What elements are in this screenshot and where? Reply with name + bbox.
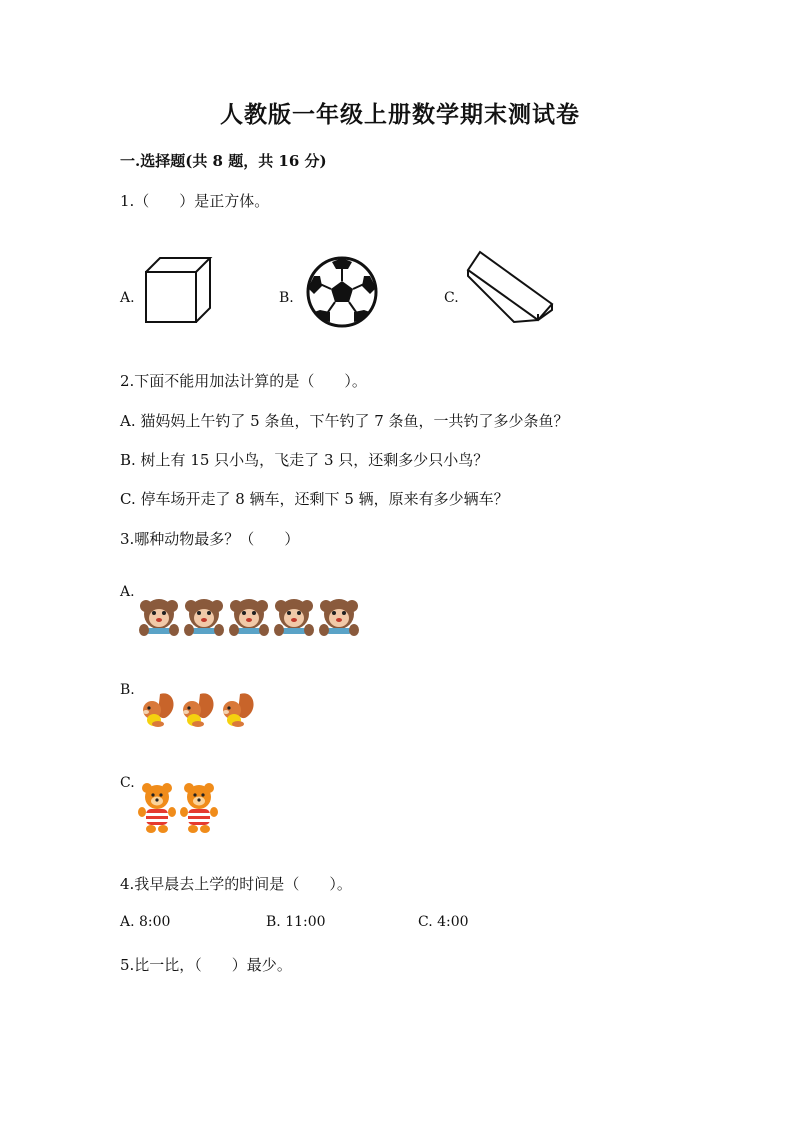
q4-option-b: B. 11:00 bbox=[266, 914, 326, 930]
q1-option-a-label: A. bbox=[120, 290, 135, 306]
section-heading: 一.选择题(共 8 题，共 16 分) bbox=[120, 152, 327, 170]
cube-icon bbox=[140, 254, 216, 328]
q1-option-c-label: C. bbox=[444, 290, 459, 306]
q1-option-b-label: B. bbox=[279, 290, 294, 306]
q2-option-b: B. 树上有 15 只小鸟，飞走了 3 只，还剩多少只小鸟？ bbox=[120, 451, 489, 469]
cuboid-icon bbox=[464, 248, 556, 326]
bear-icon bbox=[138, 782, 224, 834]
q3-option-b-label: B. bbox=[120, 682, 135, 698]
q3-option-a-label: A. bbox=[120, 584, 135, 600]
squirrel-icon bbox=[138, 690, 262, 730]
q2-option-a: A. 猫妈妈上午钓了 5 条鱼，下午钓了 7 条鱼，一共钓了多少条鱼？ bbox=[120, 412, 569, 430]
soccer-ball-icon bbox=[304, 254, 380, 330]
question-1-stem: 1.（ ）是正方体。 bbox=[120, 192, 270, 210]
q2-option-c: C. 停车场开走了 8 辆车，还剩下 5 辆，原来有多少辆车？ bbox=[120, 490, 509, 508]
q3-option-c-label: C. bbox=[120, 775, 135, 791]
page-title: 人教版一年级上册数学期末测试卷 bbox=[220, 101, 580, 128]
q3-option-b-picture bbox=[138, 690, 262, 734]
q3-option-a-picture bbox=[138, 592, 364, 642]
q4-option-c: C. 4:00 bbox=[418, 914, 469, 930]
question-5-stem: 5.比一比，（ ）最少。 bbox=[120, 956, 292, 974]
question-3-stem: 3.哪种动物最多？（ ） bbox=[120, 530, 300, 548]
question-4-stem: 4.我早晨去上学的时间是（ ）。 bbox=[120, 875, 352, 893]
q3-option-c-picture bbox=[138, 782, 224, 838]
q4-option-a: A. 8:00 bbox=[120, 914, 171, 930]
monkey-icon bbox=[138, 592, 364, 638]
question-2-stem: 2.下面不能用加法计算的是（ ）。 bbox=[120, 372, 367, 390]
